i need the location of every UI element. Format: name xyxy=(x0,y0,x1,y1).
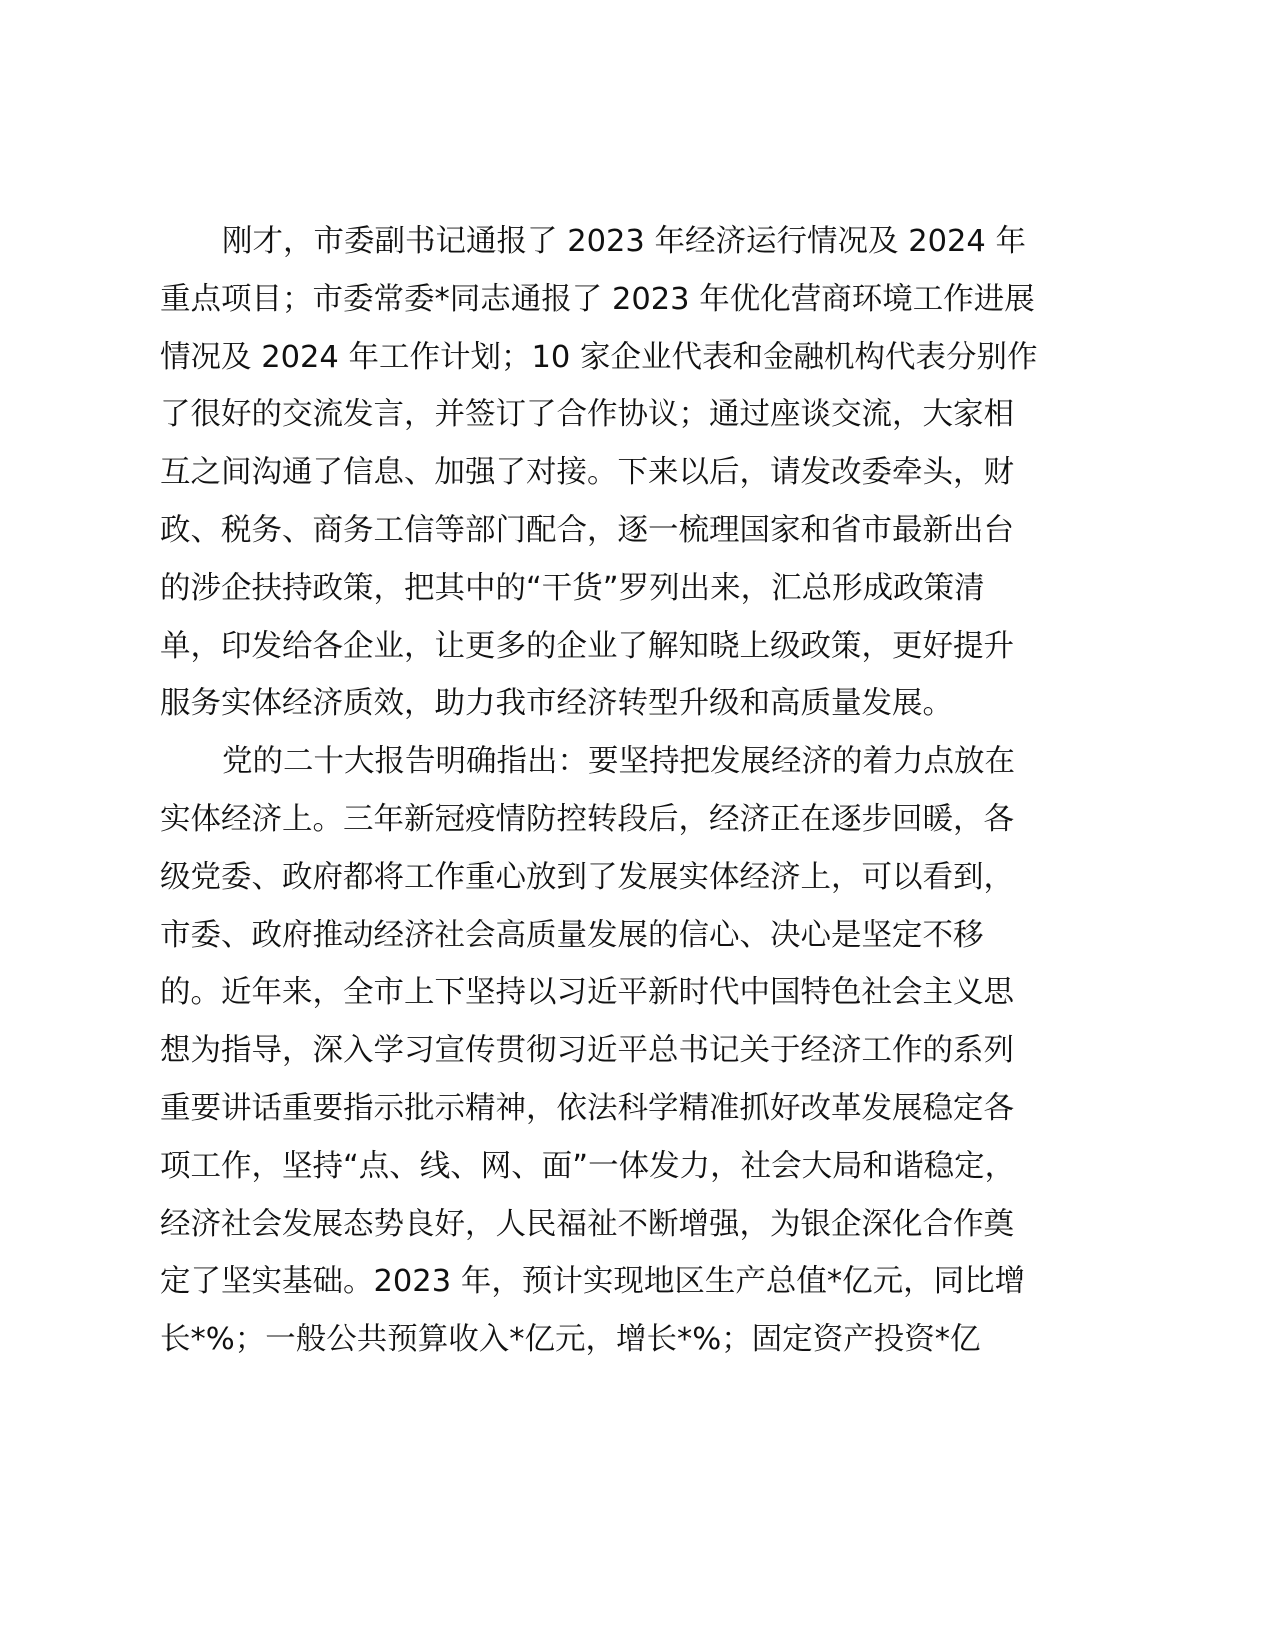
text-line: 服务实体经济质效，助力我市经济转型升级和高质量发展。 xyxy=(160,686,953,722)
body-text xyxy=(160,223,1070,1379)
text-line: 的。近年来，全市上下坚持以习近平新时代中国特色社会主义思 xyxy=(160,975,1014,1011)
text-line: 经济社会发展态势良好，人民福祉不断增强，为银企深化合作奠 xyxy=(160,1206,1014,1242)
text-line: 想为指导，深入学习宣传贯彻习近平总书记关于经济工作的系列 xyxy=(160,1033,1014,1069)
text-line: 刚才，市委副书记通报了 2023 年经济运行情况及 2024 年 xyxy=(222,224,1027,259)
text-line: 定了坚实基础。2023 年，预计实现地区生产总值*亿元，同比增 xyxy=(160,1264,1026,1300)
text-line: 重点项目；市委常委*同志通报了 2023 年优化营商环境工作进展 xyxy=(160,281,1035,317)
text-line: 党的二十大报告明确指出：要坚持把发展经济的着力点放在 xyxy=(222,744,1015,780)
text-line: 了很好的交流发言，并签订了合作协议；通过座谈交流，大家相 xyxy=(160,397,1014,433)
text-line: 级党委、政府都将工作重心放到了发展实体经济上，可以看到， xyxy=(160,859,1014,895)
text-line: 重要讲话重要指示批示精神，依法科学精准抓好改革发展稳定各 xyxy=(160,1090,1014,1126)
text-line: 项工作，坚持“点、线、网、面”一体发力，社会大局和谐稳定， xyxy=(160,1148,1016,1184)
text-line: 情况及 2024 年工作计划；10 家企业代表和金融机构代表分别作 xyxy=(160,339,1038,375)
text-line: 的涉企扶持政策，把其中的“干货”罗列出来，汇总形成政策清 xyxy=(160,570,985,606)
text-line: 长*%；一般公共预算收入*亿元，增长*%；固定资产投资*亿 xyxy=(160,1322,981,1358)
text-line: 互之间沟通了信息、加强了对接。下来以后，请发改委牵头，财 xyxy=(160,455,1014,491)
text-line: 市委、政府推动经济社会高质量发展的信心、决心是坚定不移 xyxy=(160,917,984,953)
text-line: 单，印发给各企业，让更多的企业了解知晓上级政策，更好提升 xyxy=(160,628,1014,664)
paragraph-2 xyxy=(160,743,1070,1379)
paragraph-1 xyxy=(160,223,1070,743)
text-line: 政、税务、商务工信等部门配合，逐一梳理国家和省市最新出台 xyxy=(160,512,1014,548)
text-line: 实体经济上。三年新冠疫情防控转段后，经济正在逐步回暖，各 xyxy=(160,801,1014,837)
